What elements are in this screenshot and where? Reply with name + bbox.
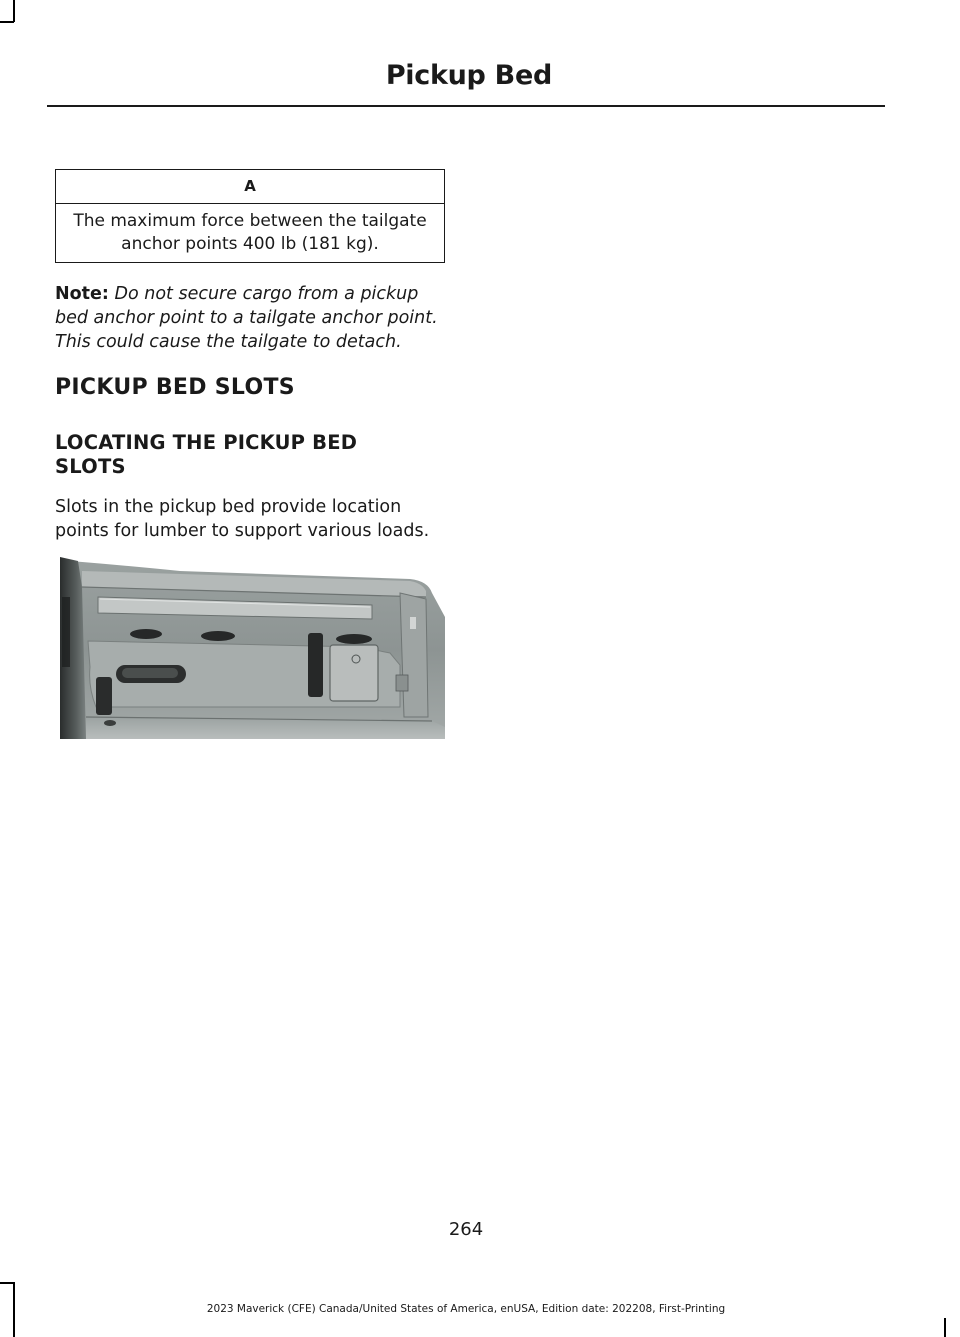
note-label: Note: — [55, 284, 109, 304]
page-title: Pickup Bed — [385, 60, 552, 91]
body-paragraph: Slots in the pickup bed provide location points for lumber to support various loads. — [55, 497, 430, 541]
header-divider — [47, 105, 885, 107]
crop-mark-bottom-right-vertical — [944, 1318, 946, 1337]
note-paragraph — [55, 282, 450, 354]
page-number: 264 — [448, 1219, 484, 1240]
pickup-bed-slots-illustration — [60, 557, 445, 739]
crop-mark-bottom-left-horizontal — [0, 1282, 14, 1284]
spec-table — [55, 169, 445, 263]
section-heading: PICKUP BED SLOTS — [55, 375, 295, 400]
section-subheading: LOCATING THE PICKUP BED SLOTS — [55, 431, 358, 478]
footer-edition-text: 2023 Maverick (CFE) Canada/United States of America, enUSA, Edition date: 202208, First-Printing — [206, 1303, 726, 1315]
crop-mark-top-left-horizontal — [0, 21, 14, 23]
spec-table-cell: The maximum force between the tailgate anchor points 400 lb (181 kg). — [56, 204, 445, 263]
crop-mark-top-left-vertical — [13, 0, 15, 22]
spec-table-header: A — [56, 170, 445, 204]
note-text: Do not secure cargo from a pickup bed anchor point to a tailgate anchor point. This could cause the tailgate to detach. — [55, 284, 438, 352]
